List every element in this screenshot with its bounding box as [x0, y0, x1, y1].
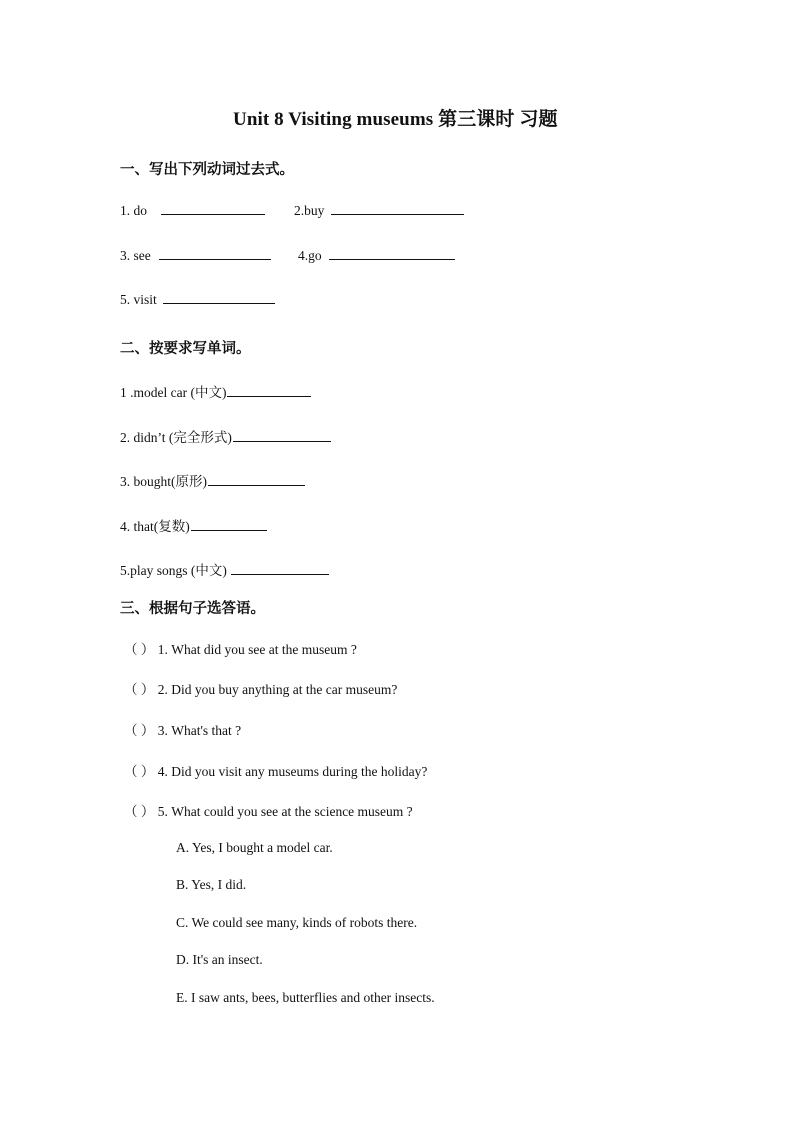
question-text: 1. What did you see at the museum ? — [157, 642, 357, 657]
question-text: 4. Did you visit any museums during the holiday? — [157, 764, 428, 779]
s1-item-3-label: 3. see — [120, 248, 151, 263]
answer-blank[interactable] — [163, 302, 275, 304]
s2-item-2 — [120, 426, 331, 446]
s1-item-1 — [120, 203, 265, 219]
question-5 — [124, 800, 413, 820]
answer-bracket[interactable]: （ ） — [124, 723, 155, 738]
s2-item-1-label: 1 .model car (中文) — [120, 385, 227, 400]
question-1 — [124, 638, 357, 658]
answer-bracket[interactable]: （ ） — [124, 804, 155, 819]
s2-item-4 — [120, 515, 267, 535]
s2-item-3-label: 3. bought(原形) — [120, 474, 207, 489]
s1-item-1-label: 1. do — [120, 203, 147, 218]
s2-item-4-label: 4. that(复数) — [120, 519, 190, 534]
question-2 — [124, 678, 397, 698]
s2-item-5-label: 5.play songs (中文) — [120, 563, 227, 578]
answer-bracket[interactable]: （ ） — [124, 682, 155, 697]
section-1-heading: 一、写出下列动词过去式。 — [120, 162, 294, 178]
answer-blank[interactable] — [191, 529, 267, 531]
question-4 — [124, 760, 427, 780]
page-title: Unit 8 Visiting museums 第三课时 习题 — [233, 109, 558, 130]
section-2-heading: 二、按要求写单词。 — [120, 341, 251, 357]
answer-blank[interactable] — [231, 573, 329, 575]
option-e: E. I saw ants, bees, butterflies and other insects. — [176, 990, 435, 1005]
answer-bracket[interactable]: （ ） — [124, 642, 155, 657]
answer-blank[interactable] — [329, 258, 455, 260]
s1-item-4 — [298, 248, 455, 264]
section-3-heading: 三、根据句子选答语。 — [120, 601, 265, 617]
s2-item-3 — [120, 470, 305, 490]
option-c: C. We could see many, kinds of robots there. — [176, 915, 418, 930]
answer-blank[interactable] — [227, 395, 311, 397]
s2-item-5 — [120, 559, 329, 579]
option-b: B. Yes, I did. — [176, 877, 247, 892]
option-a: A. Yes, I bought a model car. — [176, 840, 333, 855]
answer-bracket[interactable]: （ ） — [124, 764, 155, 779]
answer-blank[interactable] — [159, 258, 271, 260]
answer-blank[interactable] — [331, 213, 464, 215]
question-text: 5. What could you see at the science museum ? — [157, 804, 413, 819]
answer-blank[interactable] — [208, 484, 305, 486]
option-d: D. It's an insect. — [176, 952, 263, 967]
s1-item-3 — [120, 248, 271, 264]
question-text: 3. What's that ? — [157, 723, 242, 738]
s1-item-2 — [294, 203, 464, 219]
s2-item-1 — [120, 381, 311, 401]
s1-item-4-label: 4.go — [298, 248, 322, 263]
s2-item-2-label: 2. didn’t (完全形式) — [120, 430, 232, 445]
s1-item-5-label: 5. visit — [120, 292, 157, 307]
s1-item-5 — [120, 292, 275, 308]
question-3 — [124, 719, 241, 739]
s1-item-2-label: 2.buy — [294, 203, 325, 218]
answer-blank[interactable] — [233, 440, 331, 442]
question-text: 2. Did you buy anything at the car museum? — [157, 682, 398, 697]
answer-blank[interactable] — [161, 213, 265, 215]
